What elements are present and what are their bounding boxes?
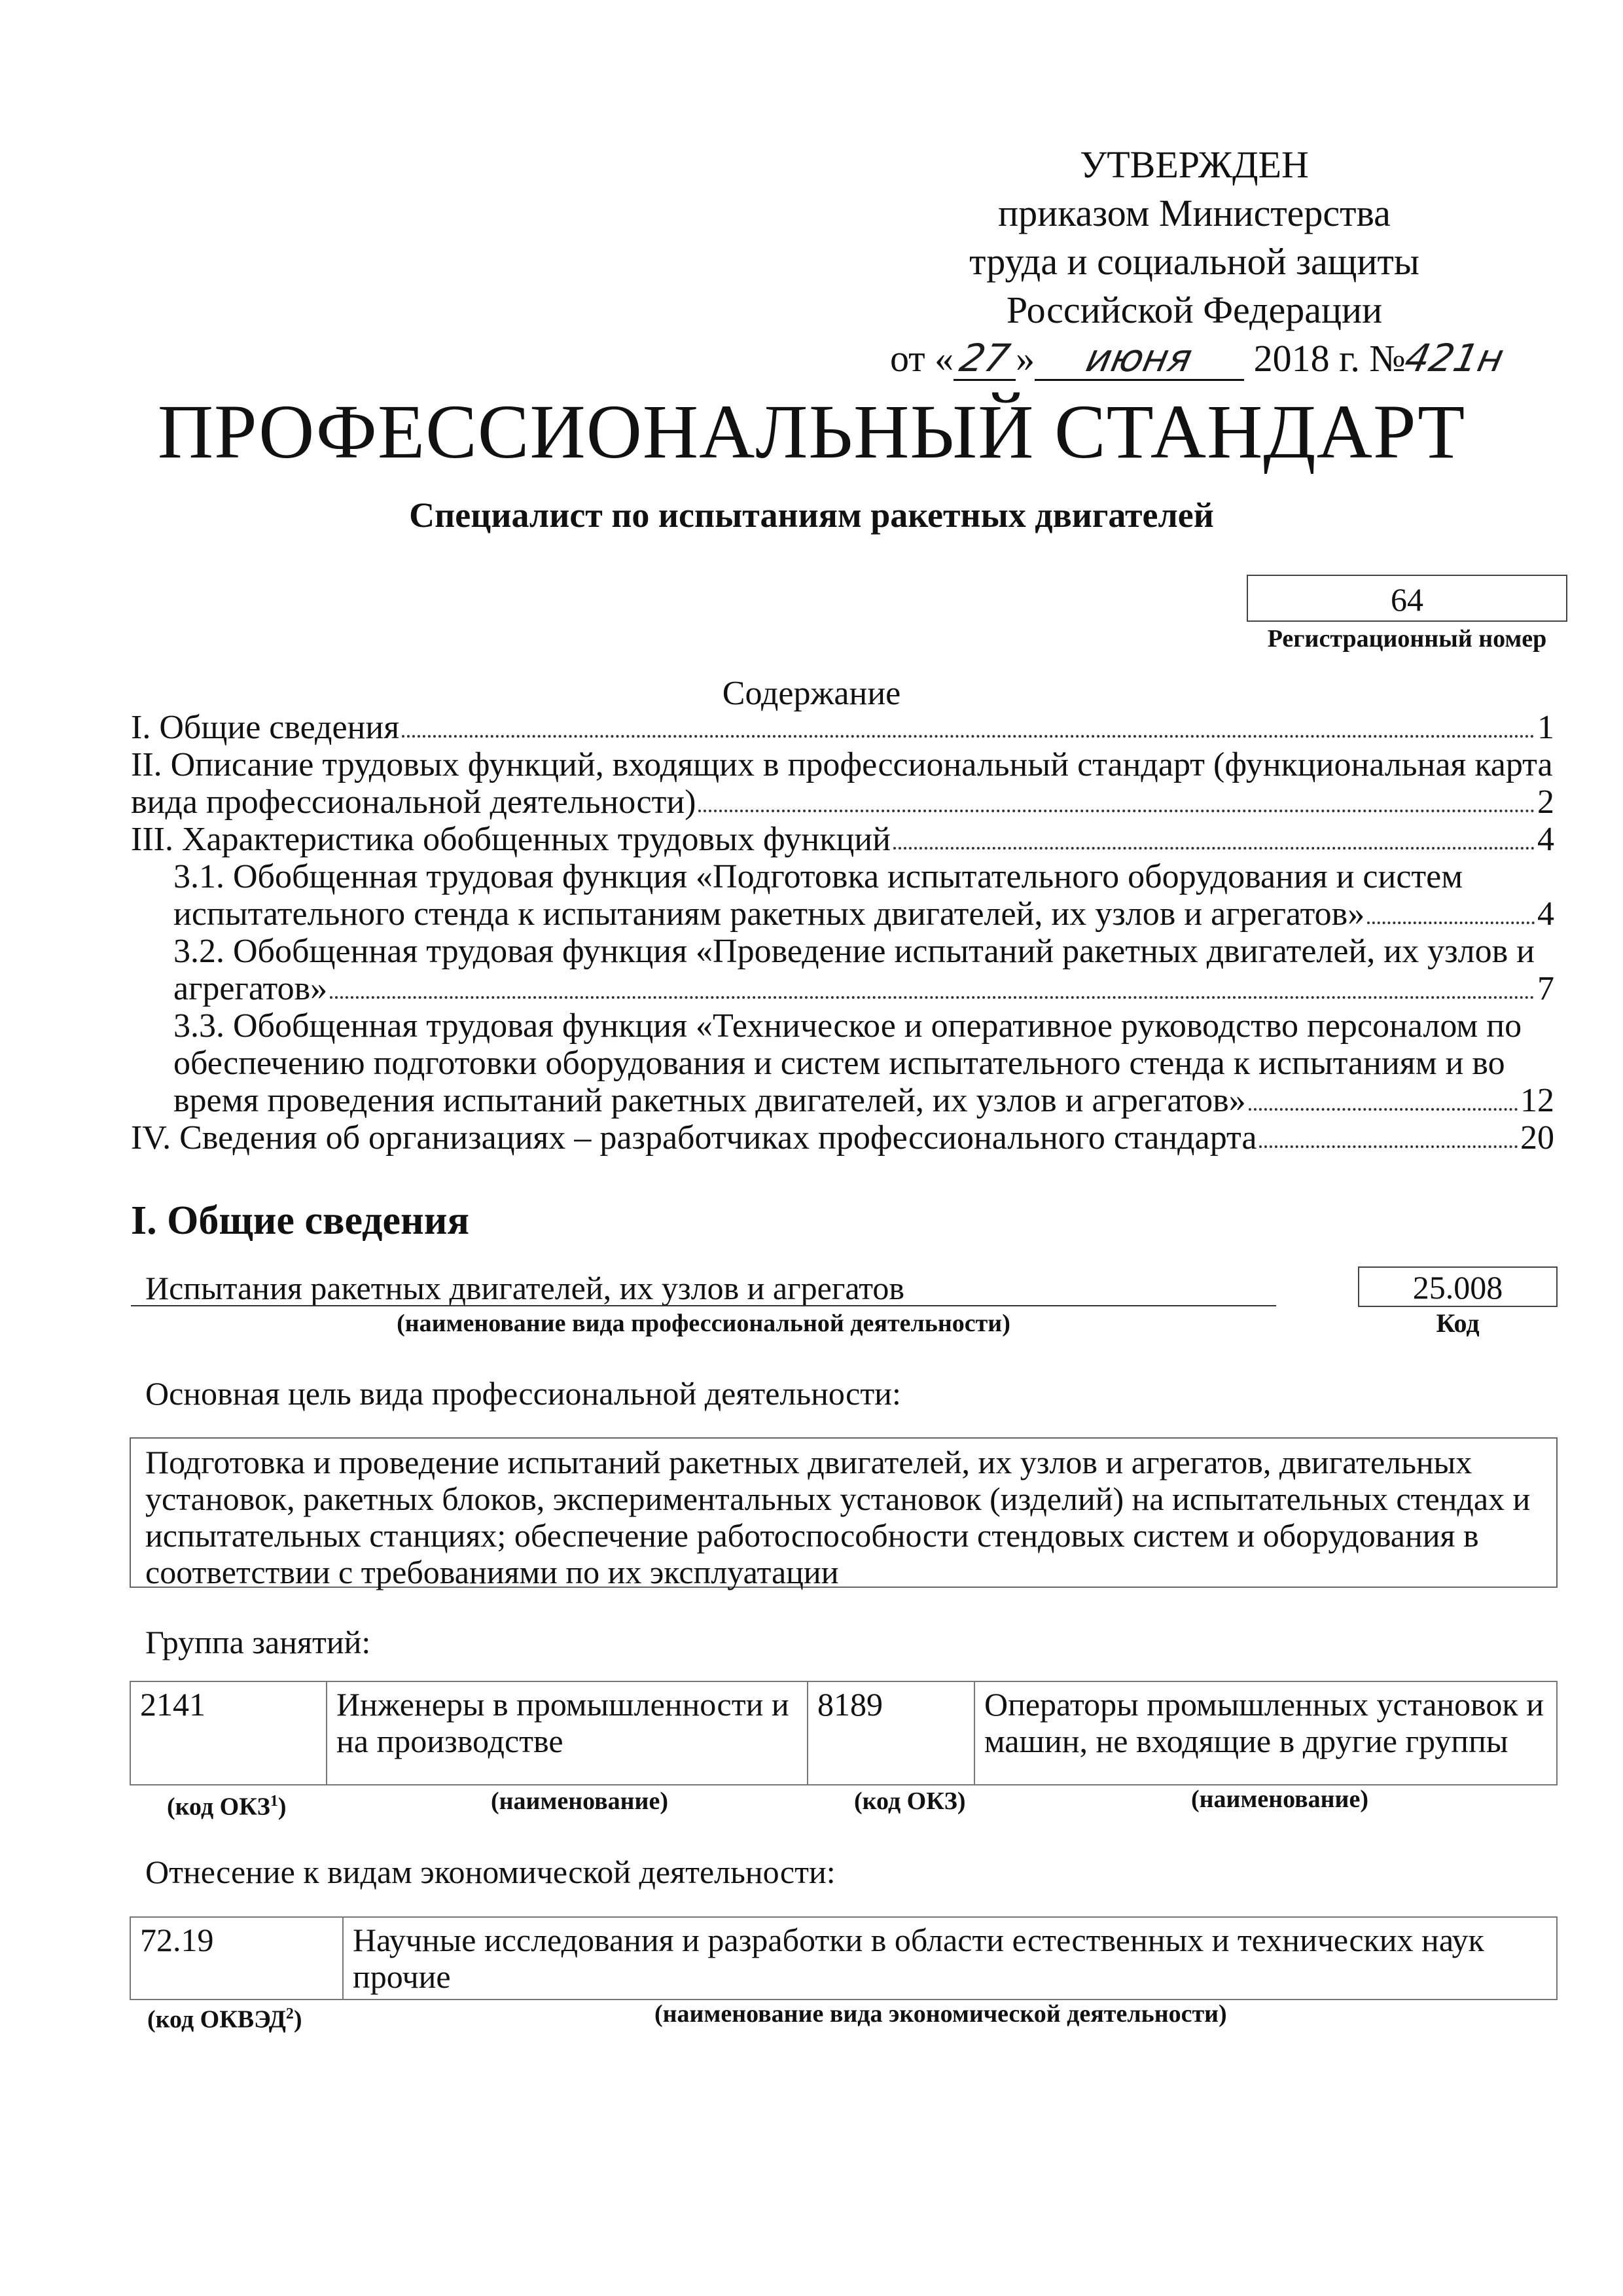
economic-activity-label: Отнесение к видам экономической деятельности: [145, 1854, 836, 1890]
caption-text: ) [277, 1793, 287, 1821]
approval-date-line [890, 334, 1508, 383]
toc-entry-text: IV. Сведения об организациях – разработчиках профессионального стандарта [131, 1119, 1257, 1157]
caption-text: (код ОКВЭД [147, 2005, 286, 2034]
toc-leader-dots [698, 810, 1535, 812]
toc-entry-text-line: 3.2. Обобщенная трудовая функция «Проведение испытаний ракетных двигателей, их узлов и [173, 933, 1535, 970]
approval-heading: УТВЕРЖДЕН [1080, 143, 1309, 186]
date-prefix: от « [890, 337, 954, 380]
activity-code-caption: Код [1436, 1308, 1480, 1338]
toc-entry-1[interactable] [131, 709, 1554, 746]
table-row [130, 1917, 1557, 2000]
goal-label: Основная цель вида профессиональной деятельности: [145, 1375, 901, 1412]
toc-page-number: 4 [1537, 895, 1554, 933]
toc-entry-text: агрегатов» [173, 970, 328, 1007]
table-row [130, 1681, 1557, 1785]
toc-page-number: 2 [1537, 783, 1554, 821]
toc-leader-dots [402, 735, 1535, 738]
handwritten-order-number: 421н [1401, 336, 1508, 380]
okved-code-caption [147, 1998, 302, 2036]
toc-entry-text-line: 3.1. Обобщенная трудовая функция «Подготовка испытательного оборудования и систем [173, 858, 1463, 895]
occupation-name-cell: Операторы промышленных установок и машин, не входящие в другие группы [974, 1681, 1557, 1785]
caption-text: (код ОКЗ [167, 1793, 270, 1821]
toc-entry-text-line: обеспечению подготовки оборудования и систем испытательного стенда к испытаниям и во [173, 1045, 1505, 1082]
activity-kind-underline [131, 1305, 1276, 1306]
date-day-field [954, 338, 1016, 381]
okz-code-cell: 8189 [808, 1681, 974, 1785]
toc-entry-3-3[interactable] [131, 1007, 1554, 1119]
occupation-group-table [130, 1681, 1558, 1785]
toc-page-number: 20 [1520, 1119, 1554, 1157]
toc-entry-4[interactable] [131, 1119, 1554, 1157]
toc-entry-text: III. Характеристика обобщенных трудовых функций [131, 821, 891, 858]
toc-entry-3[interactable] [131, 821, 1554, 858]
activity-code-box: 25.008 [1358, 1266, 1558, 1307]
activity-kind-caption: (наименование вида профессиональной деятельности) [397, 1310, 1010, 1337]
toc-leader-dots [330, 996, 1535, 999]
occupation-name-caption: (наименование) [1191, 1785, 1368, 1813]
occupation-group-label: Группа занятий: [145, 1624, 371, 1660]
okz-code-caption: (код ОКЗ) [854, 1787, 966, 1815]
toc-leader-dots [893, 847, 1535, 850]
toc-entry-text-line: II. Описание трудовых функций, входящих в профессиональный стандарт (функциональная карта [131, 746, 1553, 783]
toc-page-number: 12 [1520, 1082, 1554, 1119]
toc-entry-text: испытательного стенда к испытаниям ракетных двигателей, их узлов и агрегатов» [173, 895, 1365, 933]
order-number-field [1401, 336, 1508, 380]
economic-activity-name-cell: Научные исследования и разработки в области естественных и технических наук прочие [343, 1917, 1557, 2000]
toc-entry-text: I. Общие сведения [131, 709, 400, 746]
approval-block [890, 141, 1508, 383]
registration-number-label: Регистрационный номер [1267, 625, 1547, 653]
activity-kind-name: Испытания ракетных двигателей, их узлов и агрегатов [145, 1270, 905, 1306]
handwritten-month: июня [1082, 336, 1196, 380]
economic-activity-name-caption: (наименование вида экономической деятельности) [654, 2000, 1227, 2028]
date-month-field [1035, 338, 1244, 381]
footnote-mark: 2 [285, 2005, 294, 2022]
approval-line-federation: Российской Федерации [1006, 289, 1383, 331]
toc-entry-text-line: 3.3. Обобщенная трудовая функция «Техническое и оперативное руководство персоналом по [173, 1007, 1522, 1045]
toc-leader-dots [1367, 922, 1535, 924]
toc-entry-2[interactable] [131, 746, 1554, 821]
toc-leader-dots [1249, 1108, 1518, 1111]
okved-code-cell: 72.19 [130, 1917, 343, 2000]
toc-entry-text: время проведения испытаний ракетных двигателей, их узлов и агрегатов» [173, 1082, 1246, 1119]
footnote-mark: 1 [270, 1793, 278, 1810]
toc-page-number: 4 [1537, 821, 1554, 858]
okz-code-cell: 2141 [130, 1681, 327, 1785]
occupation-name-cell: Инженеры в промышленности и на производстве [327, 1681, 808, 1785]
standard-name: Специалист по испытаниям ракетных двигателей [409, 495, 1214, 535]
approval-line-ministry: труда и социальной защиты [969, 240, 1419, 283]
toc-leader-dots [1259, 1145, 1518, 1148]
toc-entry-3-1[interactable] [131, 858, 1554, 933]
economic-activity-table [130, 1916, 1558, 2000]
occupation-name-caption: (наименование) [491, 1787, 668, 1815]
toc-entry-3-2[interactable] [131, 933, 1554, 1007]
date-year-number-label: 2018 г. № [1253, 337, 1406, 380]
section-1-heading: I. Общие сведения [131, 1198, 470, 1243]
approval-line-order: приказом Министерства [998, 192, 1391, 234]
document-title: ПРОФЕССИОНАЛЬНЫЙ СТАНДАРТ [157, 389, 1466, 475]
handwritten-day: 27 [955, 336, 1014, 380]
table-of-contents [131, 709, 1554, 1157]
caption-text: ) [293, 2005, 302, 2034]
registration-number-box: 64 [1247, 575, 1567, 622]
toc-page-number: 7 [1537, 970, 1554, 1007]
date-mid: » [1016, 337, 1035, 380]
toc-entry-text: вида профессиональной деятельности) [131, 783, 696, 821]
toc-heading: Содержание [722, 675, 901, 712]
goal-text-box: Подготовка и проведение испытаний ракетных двигателей, их узлов и агрегатов, двигательных установок, ракетных блоков, экспериментальных установок (изделий) на испытательных стендах и испытательных станциях; обеспечение работоспособности стендовых систем и оборудования в соответствии с требованиями по их эксплуатации [130, 1437, 1558, 1588]
okz-code-caption [167, 1785, 287, 1823]
toc-page-number: 1 [1537, 709, 1554, 746]
